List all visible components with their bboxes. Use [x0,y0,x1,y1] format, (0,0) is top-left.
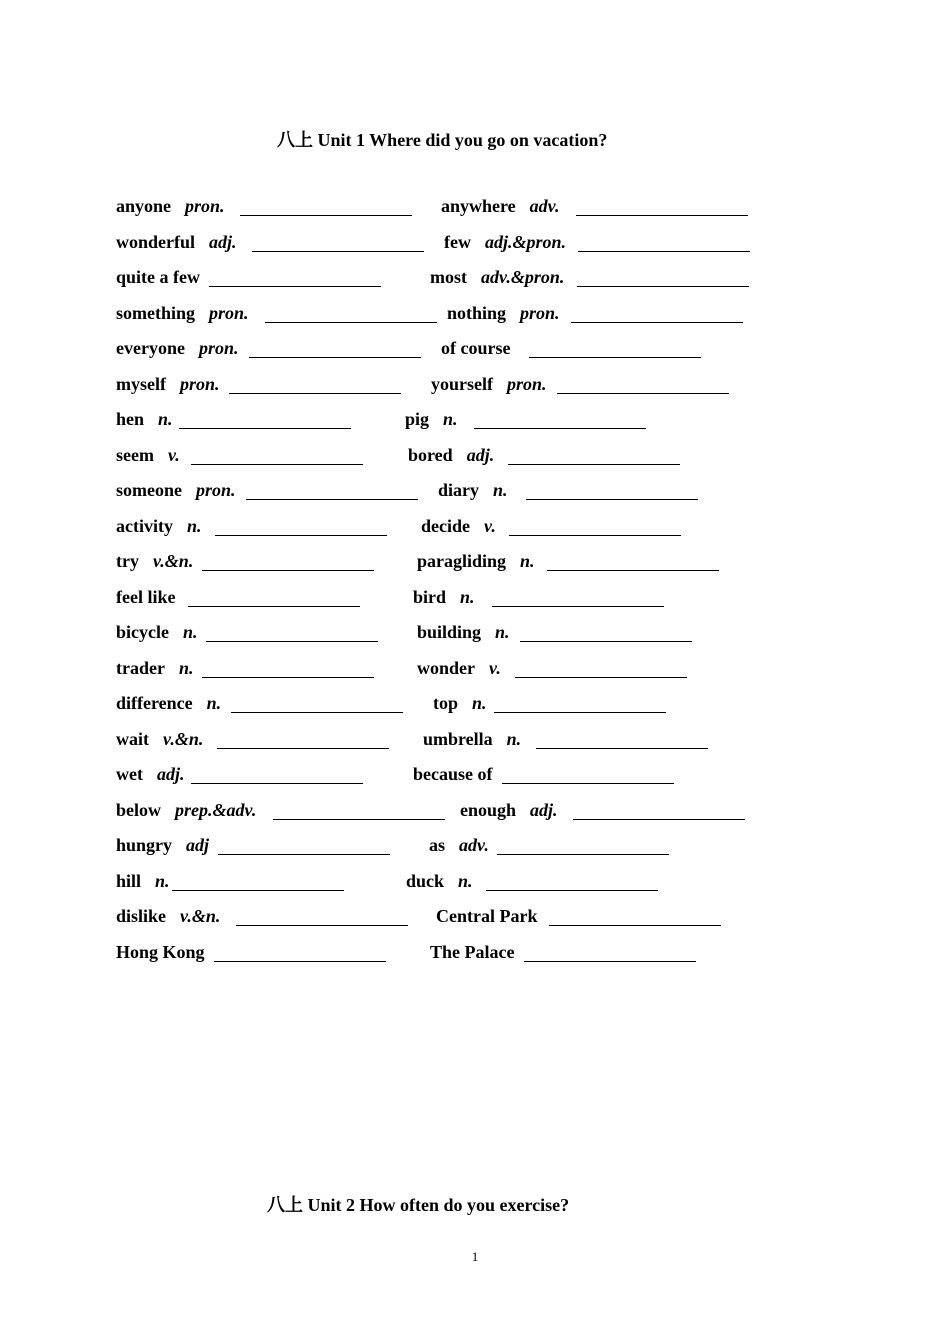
answer-blank[interactable] [577,271,749,287]
vocab-word: building [417,622,482,642]
vocab-entry [408,445,494,466]
part-of-speech: prep.&adv. [175,799,257,820]
answer-blank[interactable] [474,413,646,429]
vocab-entry [116,693,221,714]
part-of-speech: pron. [185,196,225,216]
answer-blank[interactable] [486,875,658,891]
answer-blank[interactable] [209,271,381,287]
part-of-speech: pron. [507,373,547,394]
part-of-speech: v.&n. [180,906,221,926]
vocab-entry [447,303,560,324]
vocab-entry [116,516,202,537]
answer-blank[interactable] [557,378,729,394]
answer-blank[interactable] [497,839,669,855]
answer-blank[interactable] [578,236,750,252]
answer-blank[interactable] [214,946,386,962]
vocab-entry [116,303,249,324]
part-of-speech: adv. [529,196,560,216]
part-of-speech: adj [186,835,210,855]
vocab-word: diary [438,480,480,500]
vocab-entry [116,338,238,359]
vocab-row [116,936,856,972]
vocab-entry [413,764,493,785]
vocab-word: bird [413,586,447,607]
vocab-word: bored [408,444,453,465]
part-of-speech: pron. [198,338,239,358]
answer-blank[interactable] [576,200,748,216]
vocab-word: as [429,835,446,855]
answer-blank[interactable] [547,555,719,571]
part-of-speech: adj. [156,764,185,784]
vocab-entry [116,232,237,253]
vocab-entry [116,587,175,608]
vocab-word: most [430,267,467,287]
part-of-speech: pron. [179,373,220,394]
vocab-row [116,865,856,901]
part-of-speech: v.&n. [152,551,194,571]
vocab-word: few [444,231,471,252]
answer-blank[interactable] [240,200,412,216]
answer-blank[interactable] [509,520,681,536]
vocab-row [116,652,856,688]
answer-blank[interactable] [215,520,387,536]
answer-blank[interactable] [273,804,445,820]
vocab-entry [116,658,194,679]
part-of-speech: v. [484,515,496,536]
part-of-speech: n. [206,693,222,713]
part-of-speech: adv.&pron. [481,267,565,287]
vocab-word: wet [116,764,143,784]
answer-blank[interactable] [508,449,680,465]
vocab-row [116,829,856,865]
answer-blank[interactable] [252,236,424,252]
vocab-entry [116,871,170,892]
part-of-speech: pron. [520,302,560,323]
answer-blank[interactable] [502,768,674,784]
vocab-entry [417,658,501,679]
vocab-entry [436,906,537,927]
answer-blank[interactable] [179,413,351,429]
vocab-entry [417,622,510,643]
vocab-word: hungry [116,835,173,855]
vocab-entry [441,338,510,359]
answer-blank[interactable] [206,626,378,642]
vocab-word: top [433,693,459,713]
part-of-speech: n. [443,409,458,429]
vocab-word: of course [441,338,511,358]
answer-blank[interactable] [492,591,664,607]
part-of-speech: n. [495,622,510,642]
answer-blank[interactable] [236,910,408,926]
vocab-word: pig [405,409,430,429]
vocab-entry [116,480,236,501]
vocab-word: below [116,799,161,820]
vocab-entry [116,729,203,750]
vocab-entry [430,267,564,288]
answer-blank[interactable] [494,697,666,713]
part-of-speech: adj. [466,444,495,465]
unit-2-title: 八上 Unit 2 How often do you exercise? [267,1195,570,1215]
vocab-word: activity [116,515,173,536]
part-of-speech: n. [520,551,535,571]
answer-blank[interactable] [265,307,437,323]
vocab-entry [116,764,185,785]
vocab-row [116,474,856,510]
vocab-entry [116,800,256,821]
vocab-entry [116,374,220,395]
answer-blank[interactable] [520,626,692,642]
vocab-word: dislike [116,906,167,926]
vocab-row [116,297,856,333]
vocabulary-list [116,190,856,971]
vocab-row [116,687,856,723]
vocab-entry [441,196,560,217]
answer-blank[interactable] [229,378,401,394]
answer-blank[interactable] [218,839,390,855]
answer-blank[interactable] [571,307,743,323]
vocab-entry [421,516,496,537]
part-of-speech: n. [186,515,202,536]
part-of-speech: pron. [209,302,249,323]
vocab-entry [417,551,535,572]
vocab-entry [116,942,205,963]
vocab-word: feel like [116,586,176,607]
vocab-entry [116,622,198,643]
vocab-row [116,723,856,759]
vocab-row [116,616,856,652]
vocab-word: umbrella [423,728,493,749]
part-of-speech: v.&n. [163,728,204,749]
part-of-speech: adj.&pron. [484,231,567,252]
vocab-word: seem [116,444,154,465]
vocab-row [116,190,856,226]
part-of-speech: n. [472,693,487,713]
answer-blank[interactable] [188,591,360,607]
vocab-entry [116,445,180,466]
part-of-speech: n. [182,622,198,642]
answer-blank[interactable] [202,555,374,571]
vocab-word: bicycle [116,622,169,642]
answer-blank[interactable] [573,804,745,820]
vocab-row [116,510,856,546]
vocab-entry [116,835,209,856]
part-of-speech: n. [506,728,522,749]
vocab-entry [116,267,200,288]
vocab-word: Central Park [436,906,538,926]
vocab-row [116,403,856,439]
part-of-speech: v. [167,444,180,465]
vocab-entry [406,871,473,892]
answer-blank[interactable] [249,342,421,358]
vocab-entry [433,693,487,714]
vocab-word: wait [116,728,149,749]
answer-blank[interactable] [246,484,418,500]
answer-blank[interactable] [549,910,721,926]
answer-blank[interactable] [529,342,701,358]
answer-blank[interactable] [191,768,363,784]
vocab-row [116,758,856,794]
part-of-speech: adj. [209,231,237,252]
vocab-row [116,226,856,262]
answer-blank[interactable] [172,875,344,891]
vocab-word: someone [116,480,182,500]
part-of-speech: n. [155,870,170,891]
vocab-word: anywhere [441,196,516,216]
vocab-word: hen [116,409,145,429]
vocab-word: yourself [431,373,493,394]
vocab-entry [413,587,475,608]
answer-blank[interactable] [524,946,696,962]
answer-blank[interactable] [526,484,698,500]
vocab-word: hill [116,870,142,891]
vocab-row [116,900,856,936]
unit-1-title: 八上 Unit 1 Where did you go on vacation? [277,130,608,150]
vocab-word: trader [116,657,165,678]
vocab-word: wonder [417,657,475,678]
vocab-word: difference [116,693,193,713]
part-of-speech: adv. [459,835,489,855]
vocab-word: paragliding [417,551,507,571]
vocab-word: everyone [116,338,185,358]
answer-blank[interactable] [515,662,687,678]
vocab-row [116,794,856,830]
vocab-entry [431,374,547,395]
vocab-word: anyone [116,196,172,216]
vocab-word: decide [421,515,470,536]
vocab-row [116,368,856,404]
answer-blank[interactable] [231,697,403,713]
vocab-row [116,332,856,368]
part-of-speech: adj. [530,799,558,820]
part-of-speech: v. [489,657,501,678]
vocab-word: something [116,302,196,323]
vocab-entry [460,800,558,821]
answer-blank[interactable] [536,733,708,749]
vocab-entry [116,906,220,927]
vocab-entry [116,551,193,572]
vocab-row [116,545,856,581]
vocab-entry [429,835,489,856]
vocab-entry [116,409,173,430]
vocab-entry [438,480,508,501]
vocab-word: because of [413,764,493,784]
vocab-word: try [116,551,139,571]
answer-blank[interactable] [217,733,389,749]
answer-blank[interactable] [202,662,374,678]
vocab-word: enough [460,799,517,820]
part-of-speech: pron. [196,480,236,500]
vocab-word: nothing [447,302,507,323]
vocab-word: quite a few [116,267,200,287]
vocab-entry [444,232,566,253]
answer-blank[interactable] [191,449,363,465]
vocab-row [116,261,856,297]
part-of-speech: n. [458,870,473,891]
part-of-speech: n. [158,409,173,429]
vocab-word: duck [406,870,445,891]
vocab-entry [423,729,521,750]
vocab-word: wonderful [116,231,196,252]
vocab-entry [405,409,458,430]
vocab-word: The Palace [430,941,515,962]
page-number: 1 [471,1249,479,1264]
part-of-speech: n. [460,586,475,607]
vocab-word: myself [116,373,166,394]
vocab-entry [116,196,225,217]
vocab-row [116,439,856,475]
vocab-word: Hong Kong [116,941,205,962]
part-of-speech: n. [178,657,194,678]
part-of-speech: n. [493,480,508,500]
vocab-entry [430,942,514,963]
vocab-row [116,581,856,617]
